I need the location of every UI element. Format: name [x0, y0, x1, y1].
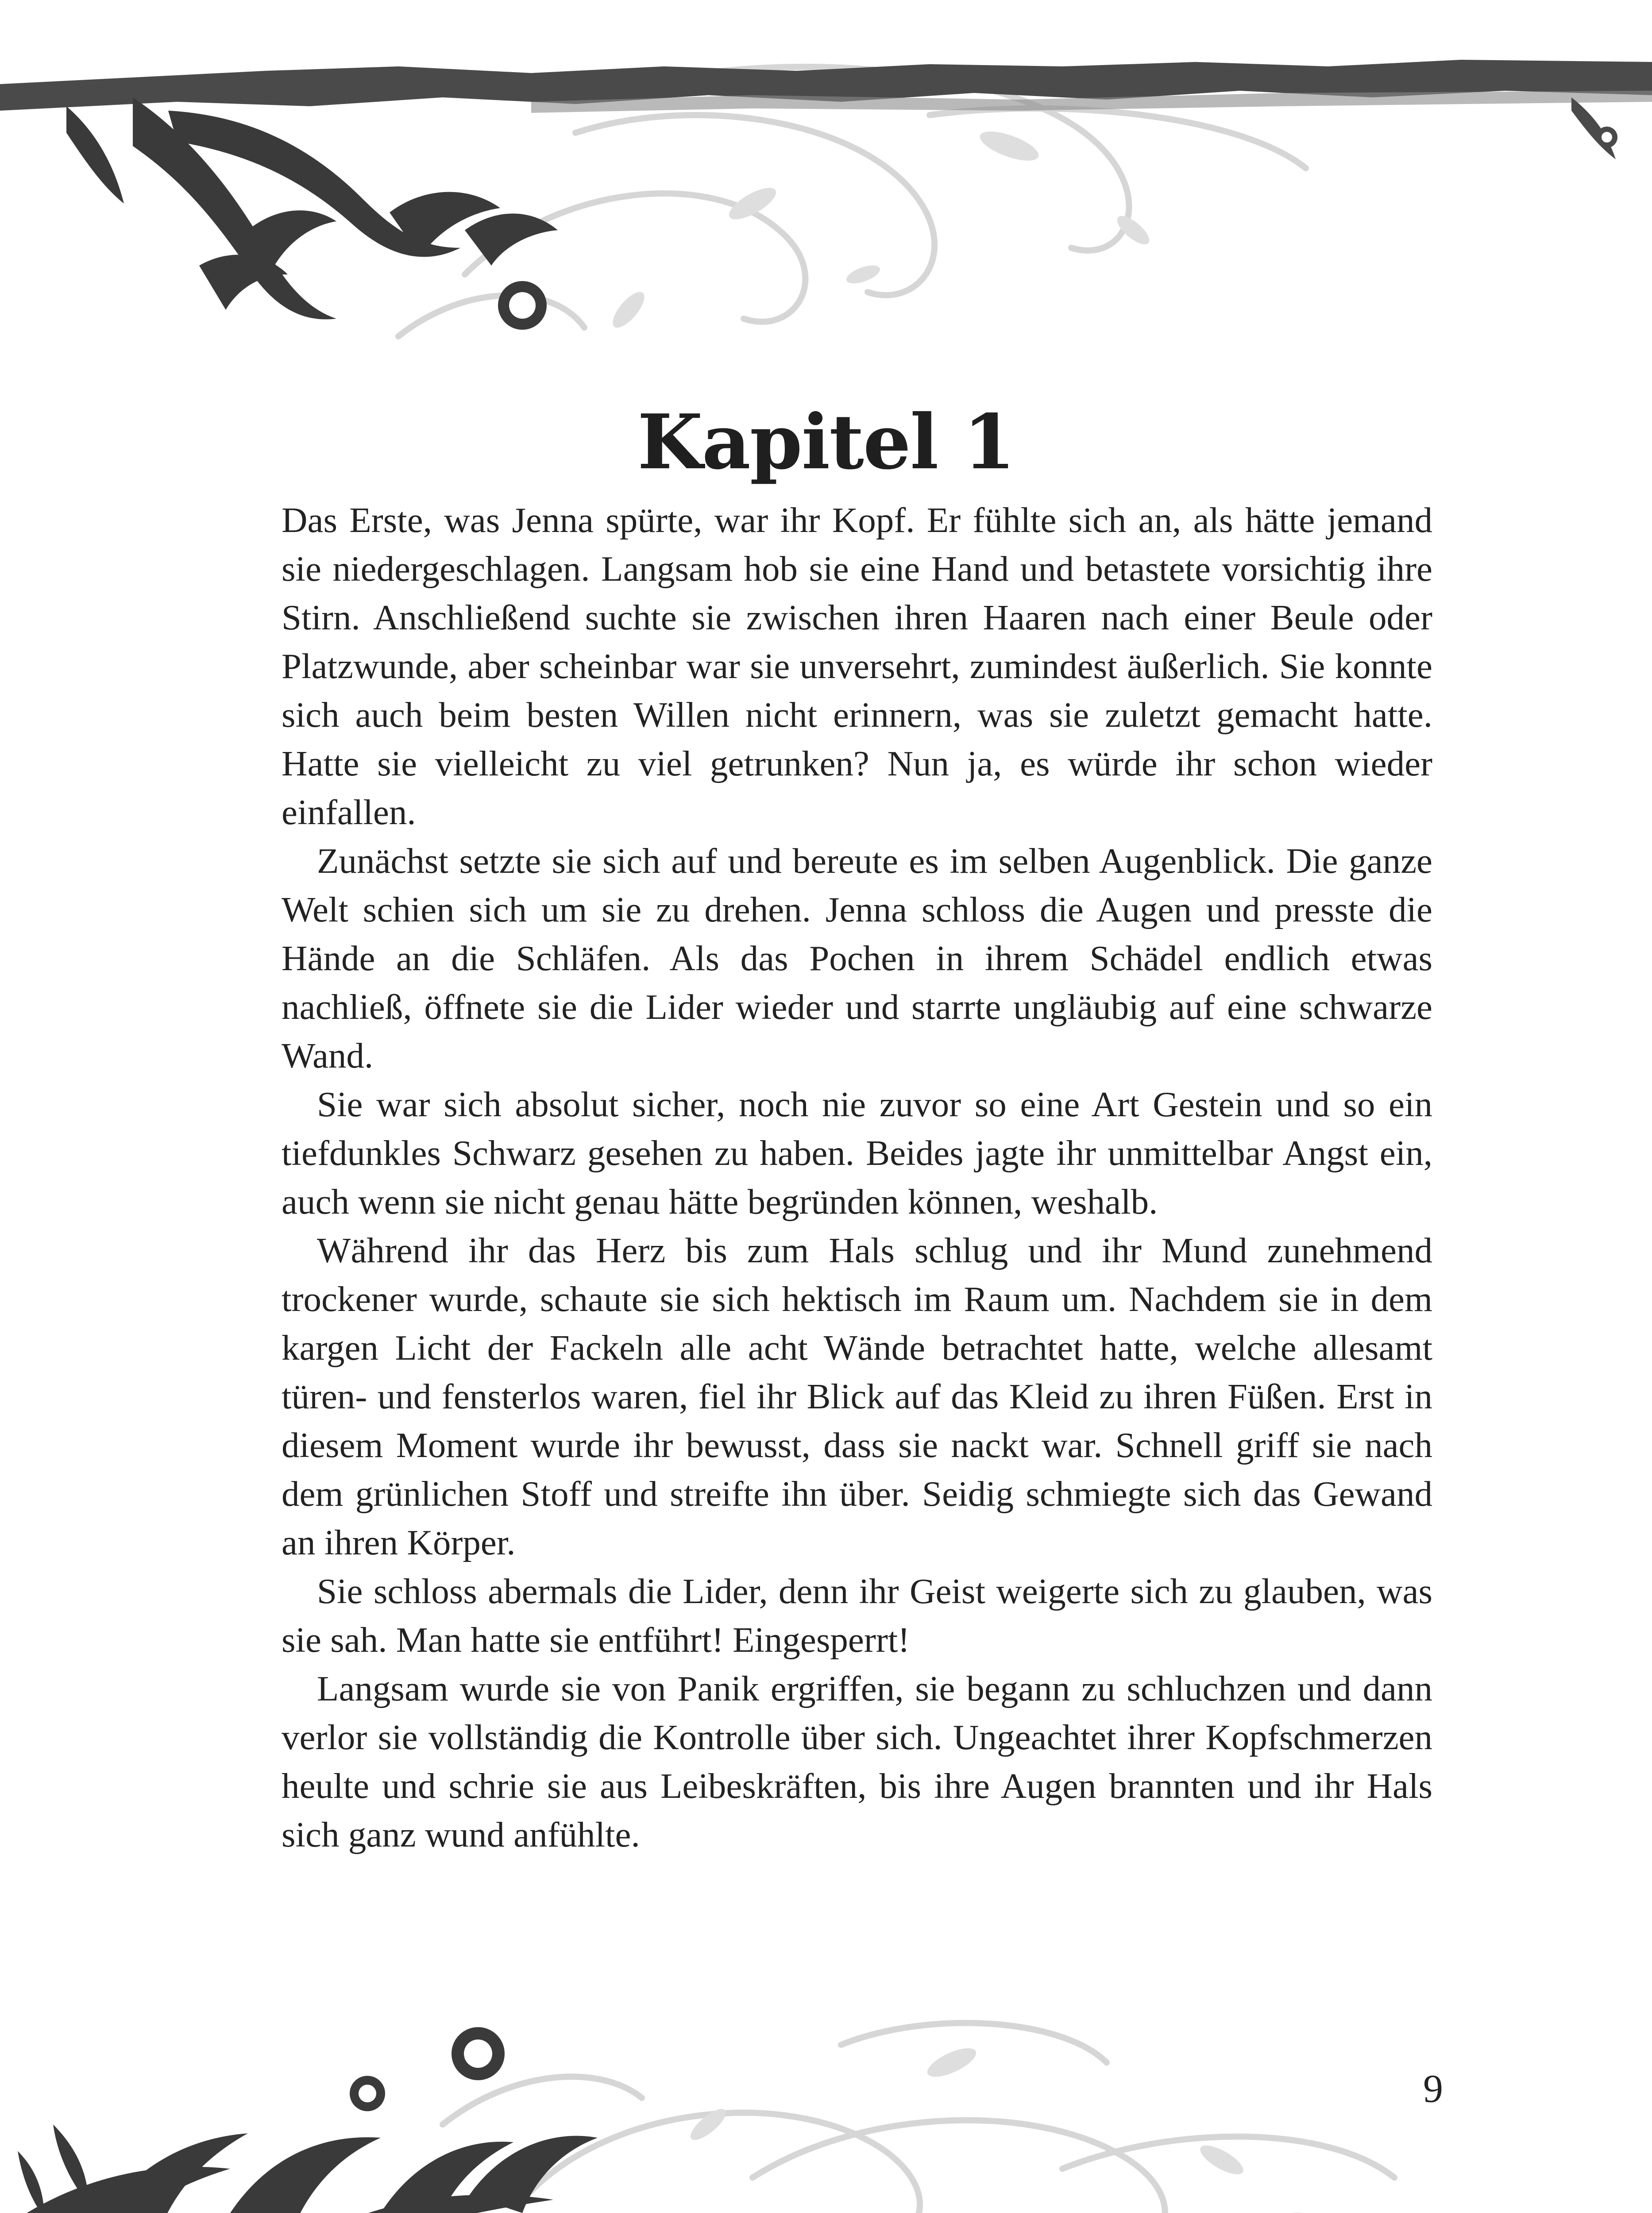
page-number: 9 [1423, 2067, 1443, 2111]
paragraph: Das Erste, was Jenna spürte, war ihr Kopf. Er fühlte sich an, als hätte jemand sie niedergeschlagen. Langsam hob sie eine Hand und betastete vorsichtig ihre Stirn. Anschließend suchte sie zwischen ihren Haaren nach einer Beule oder Platzwunde, aber scheinbar war sie unversehrt, zumindest äußerlich. Sie konnte sich auch beim besten Willen nicht erinnern, was sie zuletzt gemacht hatte. Hatte sie vielleicht zu viel getrunken? Nun ja, es würde ihr schon wieder einfallen. [282, 500, 1432, 832]
paragraph: Sie schloss abermals die Lider, denn ihr Geist weigerte sich zu glauben, was sie sah. Man hatte sie entführt! Eingesperrt! [282, 1571, 1432, 1660]
paragraph: Sie war sich absolut sicher, noch nie zuvor so eine Art Gestein und so ein tiefdunkles Schwarz gesehen zu haben. Beides jagte ihr unmittelbar Angst ein, auch wenn sie nicht genau hätte begründen können, weshalb. [282, 1084, 1432, 1222]
body-text [282, 496, 1432, 1859]
paragraph: Zunächst setzte sie sich auf und bereute es im selben Augenblick. Die ganze Welt schien sich um sie zu drehen. Jenna schloss die Augen und presste die Hände an die Schläfen. Als das Pochen in ihrem Schädel endlich etwas nachließ, öffnete sie die Lider wieder und starrte ungläubig auf eine schwarze Wand. [282, 841, 1432, 1076]
top-floral-ornament [0, 0, 1652, 398]
paragraph: Langsam wurde sie von Panik ergriffen, sie begann zu schluchzen und dann verlor sie vollständig die Kontrolle über sich. Ungeachtet ihrer Kopfschmerzen heulte und schrie sie aus Leibeskräften, bis ihre Augen brannten und ihr Hals sich ganz wund anfühlte. [282, 1669, 1432, 1854]
chapter-title: Kapitel 1 [637, 397, 1015, 486]
paragraph: Während ihr das Herz bis zum Hals schlug und ihr Mund zunehmend trockener wurde, schaute sie sich hektisch im Raum um. Nachdem sie in dem kargen Licht der Fackeln alle acht Wände betrachtet hatte, welche allesamt türen- und fensterlos waren, fiel ihr Blick auf das Kleid zu ihren Füßen. Erst in diesem Moment wurde ihr bewusst, dass sie nackt war. Schnell griff sie nach dem grünlichen Stoff und streifte ihn über. Seidig schmiegte sich das Gewand an ihren Körper. [282, 1230, 1432, 1562]
